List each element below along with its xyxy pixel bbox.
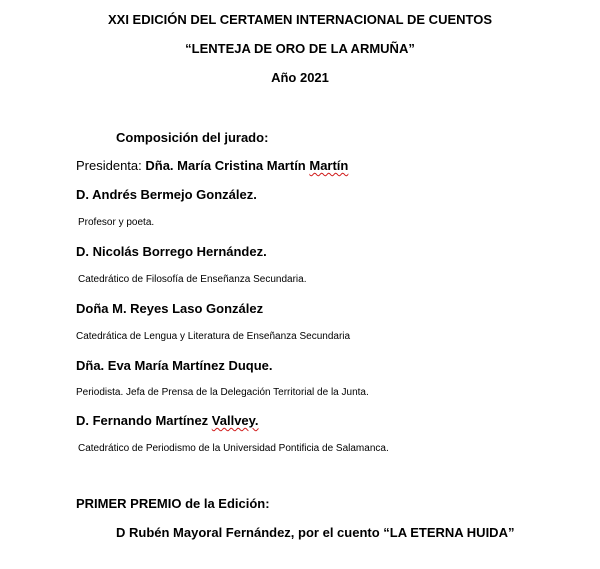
jury-member-description: Catedrática de Lengua y Literatura de Enseñanza Secundaria xyxy=(76,331,351,342)
president-name-spellcheck: Martín xyxy=(309,158,349,173)
prize-heading: PRIMER PREMIO de la Edición: xyxy=(76,496,270,511)
jury-member-name: D. Andrés Bermejo González. xyxy=(76,187,257,202)
jury-member-name: Dña. Eva María Martínez Duque. xyxy=(76,358,273,373)
jury-president xyxy=(76,158,348,173)
jury-heading: Composición del jurado: xyxy=(116,130,269,145)
jury-member-name: D. Nicolás Borrego Hernández. xyxy=(76,244,267,259)
prize-winner: D Rubén Mayoral Fernández, por el cuento “LA ETERNA HUIDA” xyxy=(116,525,515,540)
jury-member-description: Periodista. Jefa de Prensa de la Delegación Territorial de la Junta. xyxy=(76,387,369,398)
jury-member-name xyxy=(76,413,259,428)
jury-member-description: Catedrático de Filosofía de Enseñanza Secundaria. xyxy=(78,274,307,285)
contest-year: Año 2021 xyxy=(271,70,329,85)
contest-name: “LENTEJA DE ORO DE LA ARMUÑA” xyxy=(185,41,415,56)
jury-member-name: Doña M. Reyes Laso González xyxy=(76,301,264,316)
jury-member-name-plain: D. Fernando Martínez xyxy=(76,413,212,428)
jury-member-name-spellcheck: Vallvey. xyxy=(211,413,259,428)
president-name: Dña. María Cristina Martín xyxy=(145,158,310,173)
president-label: Presidenta: xyxy=(76,158,146,173)
jury-member-description: Catedrático de Periodismo de la Universidad Pontificia de Salamanca. xyxy=(78,443,389,454)
jury-member-description: Profesor y poeta. xyxy=(78,217,155,228)
contest-title: XXI EDICIÓN DEL CERTAMEN INTERNACIONAL DE CUENTOS xyxy=(107,12,492,27)
